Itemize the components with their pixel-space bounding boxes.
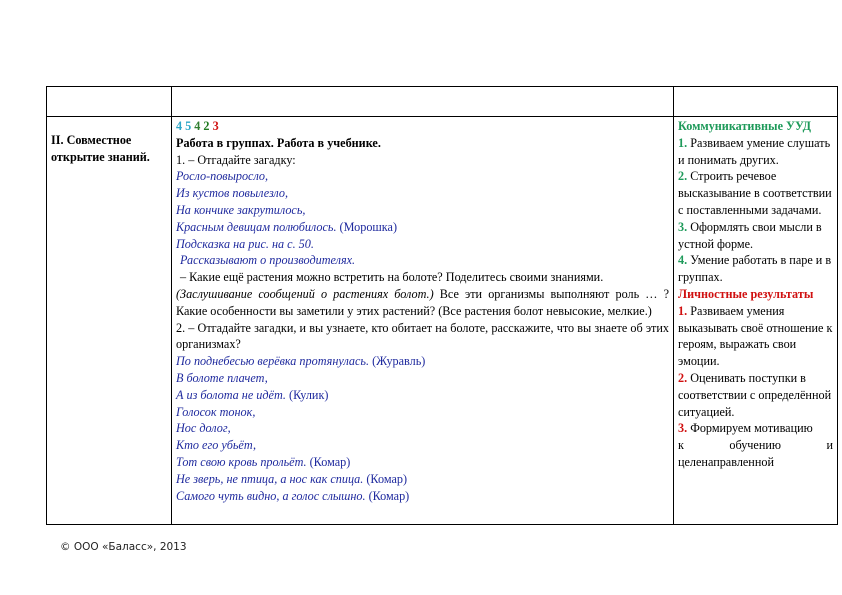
slide-number: 5	[185, 119, 192, 133]
riddle-line	[176, 387, 669, 404]
riddle-text: Тот свою кровь прольёт.	[176, 454, 307, 469]
riddle-line	[176, 471, 669, 488]
question-text: – Какие ещё растения можно встретить на болоте? Поделитесь своими знаниями.	[180, 270, 604, 285]
riddle-line	[176, 404, 669, 421]
listening-rest: Все эти организмы выполняют роль … ? Какие особенности вы заметили у этих растений? (Все растения болот невысокие, мелкие.)	[176, 286, 669, 318]
copyright-footer: © ООО «Баласс», 2013	[60, 541, 187, 553]
content-cell	[172, 117, 674, 525]
item-word: к	[678, 438, 684, 453]
uud-item	[678, 135, 833, 169]
item-text: Развиваем умения выказывать своё отношение к героям, выражать свои эмоции.	[678, 303, 833, 369]
item-number: 4.	[678, 253, 688, 268]
item-text-line	[678, 437, 833, 454]
slide-number: 4	[194, 119, 201, 133]
riddle-line: На кончике закрутилось,	[176, 202, 306, 217]
uud-item	[678, 219, 833, 253]
item-number: 1.	[678, 303, 688, 318]
riddle-text: Красным девицам полюбилось.	[176, 219, 337, 234]
personal-item	[678, 420, 833, 437]
riddle-answer: (Комар)	[365, 488, 410, 503]
item-number: 3.	[678, 219, 688, 234]
riddle-line: Росло-повыросло,	[176, 169, 269, 184]
riddle-line	[176, 437, 669, 454]
item-number: 1.	[678, 135, 688, 150]
item-text: Развиваем умение слушать и понимать других.	[678, 135, 831, 167]
riddle-answer: (Комар)	[306, 454, 351, 469]
task-one: 1. – Отгадайте загадку:	[176, 152, 296, 167]
riddle-line	[176, 488, 669, 505]
stage-title: II. Совместное открытие знаний.	[51, 133, 150, 164]
riddle-line	[176, 370, 669, 387]
lesson-table	[46, 86, 838, 525]
hint-text: Подсказка на рис. на с. 50.	[176, 236, 314, 251]
listening-paragraph	[176, 286, 669, 320]
item-text: Формируем мотивацию	[687, 421, 813, 436]
riddle-answer: (Журавль)	[369, 354, 426, 369]
item-text: Умение работать в паре и в группах.	[678, 253, 832, 285]
riddle-answer: (Морошка)	[336, 219, 398, 234]
riddle-text: Нос долог,	[176, 421, 231, 436]
riddle-answer: (Комар)	[363, 471, 408, 486]
personal-list	[678, 303, 833, 421]
riddle-text: Голосок тонок,	[176, 404, 256, 419]
riddle-line	[176, 454, 669, 471]
listening-italic: (Заслушивание сообщений о растениях болот.)	[176, 286, 434, 301]
riddle-text: В болоте плачет,	[176, 370, 268, 385]
riddle-text: По поднебесью верёвка протянулась.	[176, 354, 370, 369]
communicative-header: Коммуникативные УУД	[678, 119, 812, 133]
item-number: 2.	[678, 370, 688, 385]
table-header-row	[47, 87, 838, 117]
header-cell-stage	[47, 87, 172, 117]
item-text: Оценивать поступки в соответствии с определённой ситуацией.	[678, 370, 832, 419]
uud-item	[678, 370, 833, 420]
riddle-text: Не зверь, не птица, а нос как спица.	[176, 471, 364, 486]
riddle-list	[176, 353, 669, 504]
personal-header: Личностные результаты	[678, 286, 814, 301]
item-text-line: целенаправленной	[678, 454, 774, 469]
content-heading: Работа в группах. Работа в учебнике.	[176, 135, 381, 150]
item-text: Строить речевое высказывание в соответствии с поставленными задачами.	[678, 169, 832, 217]
header-cell-uud	[674, 87, 838, 117]
slide-number: 3	[212, 119, 219, 133]
slide-number: 2	[203, 119, 210, 133]
item-word: и	[826, 438, 833, 453]
communicative-list	[678, 135, 833, 286]
table-row	[47, 117, 838, 525]
riddle-line	[176, 219, 669, 236]
riddle-line	[176, 353, 669, 370]
riddle-text: Самого чуть видно, а голос слышно.	[176, 488, 366, 503]
item-text: Оформлять свои мысли в устной форме.	[678, 219, 822, 251]
riddle-text: А из болота не идёт.	[176, 387, 286, 402]
riddle-text: Кто его убьёт,	[176, 438, 256, 453]
task-two: 2. – Отгадайте загадки, и вы узнаете, кто обитает на болоте, расскажите, что вы знаете об этих организмах?	[176, 320, 669, 352]
uud-item	[678, 252, 833, 286]
slide-numbers	[176, 118, 669, 135]
stage-cell	[47, 117, 172, 525]
riddle-line: Из кустов повылезло,	[176, 186, 289, 201]
slide-number: 4	[176, 119, 183, 133]
header-cell-content	[172, 87, 674, 117]
item-word: обучению	[729, 438, 781, 453]
riddle-answer: (Кулик)	[285, 387, 329, 402]
uud-item	[678, 303, 833, 370]
parents-text: Рассказывают о производителях.	[180, 253, 356, 268]
item-number: 3.	[678, 421, 688, 436]
riddle-line	[176, 420, 669, 437]
uud-cell	[674, 117, 838, 525]
item-number: 2.	[678, 169, 688, 184]
uud-item	[678, 168, 833, 218]
